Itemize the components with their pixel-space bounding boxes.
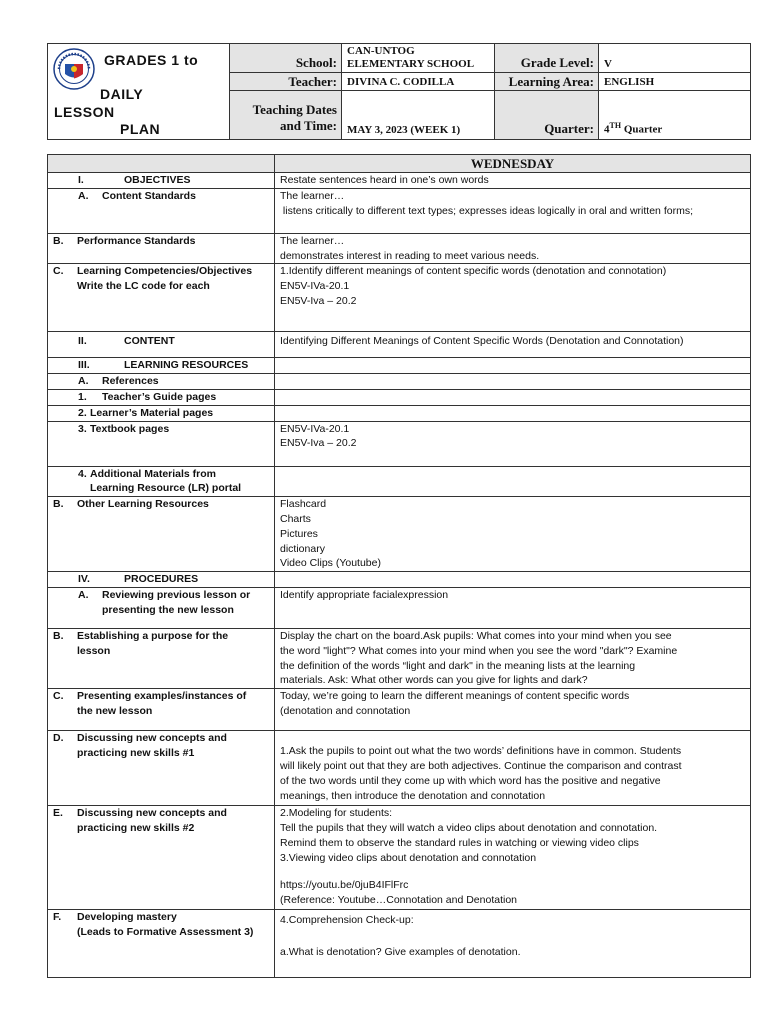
proc-a-num: A. bbox=[78, 588, 89, 601]
additional-materials-cell bbox=[275, 466, 751, 497]
quarter-word: Quarter bbox=[621, 124, 663, 136]
references-cell bbox=[275, 374, 751, 390]
lm-pages-num: 2. bbox=[78, 406, 87, 419]
quarter-number: 4 bbox=[604, 124, 610, 136]
day-header-row bbox=[48, 155, 751, 173]
tg-pages-num: 1. bbox=[78, 390, 87, 403]
proc-d-line-1: 1.Ask the pupils to point out what the two words’ definitions have in common. Students bbox=[280, 745, 682, 758]
references-label bbox=[48, 374, 275, 390]
proc-c-line-1: Today, we’re going to learn the different meanings of content specific words bbox=[280, 690, 630, 703]
tg-pages-label bbox=[48, 389, 275, 405]
other-resources-title: Other Learning Resources bbox=[77, 498, 209, 511]
proc-f-line-2: a.What is denotation? Give examples of denotation. bbox=[280, 945, 521, 958]
other-resources-list bbox=[275, 497, 751, 572]
proc-d-line-4: meanings, then introduce the denotation and connotation bbox=[280, 789, 546, 802]
resource-item: Video Clips (Youtube) bbox=[280, 557, 381, 570]
proc-b-text bbox=[275, 628, 751, 688]
resource-item: Flashcard bbox=[280, 498, 327, 511]
other-resources-num: B. bbox=[53, 498, 64, 511]
proc-c-num: C. bbox=[53, 690, 64, 703]
proc-e-reference: (Reference: Youtube…Connotation and Denotation bbox=[280, 894, 518, 907]
grade-label: Grade Level: bbox=[495, 44, 599, 73]
additional-materials-num: 4. bbox=[78, 467, 87, 480]
proc-b-line-3: the definition of the words “light and dark" in the meaning lists at the learning bbox=[280, 659, 636, 672]
content-title: CONTENT bbox=[124, 335, 175, 348]
deped-seal-icon bbox=[53, 48, 95, 90]
grade-value: V bbox=[599, 44, 751, 73]
learning-resources-title: LEARNING RESOURCES bbox=[124, 359, 249, 372]
textbook-title: Textbook pages bbox=[90, 422, 170, 435]
performance-standards-line-1: The learner… bbox=[280, 234, 345, 247]
proc-b-line-4: materials. Ask: What other words can you give for lights and dark? bbox=[280, 674, 588, 687]
quarter-value bbox=[599, 91, 751, 140]
additional-materials-label bbox=[48, 466, 275, 497]
proc-f-label bbox=[48, 910, 275, 978]
teacher-value: DIVINA C. CODILLA bbox=[342, 73, 495, 91]
competencies-line-1: 1.Identify different meanings of content specific words (denotation and connotation) bbox=[280, 265, 667, 278]
proc-c-subtitle: the new lesson bbox=[77, 704, 153, 717]
proc-c-row bbox=[48, 689, 751, 731]
area-label: Learning Area: bbox=[495, 73, 599, 91]
competencies-label bbox=[48, 264, 275, 332]
dates-label-line-1: Teaching Dates bbox=[252, 102, 337, 117]
content-row bbox=[48, 332, 751, 358]
objectives-title: OBJECTIVES bbox=[124, 174, 191, 186]
day-header: WEDNESDAY bbox=[275, 155, 751, 173]
proc-b-line-2: the word "light"? What comes into your mind when you see the word "dark"? Examine bbox=[280, 644, 678, 657]
dates-label bbox=[230, 91, 342, 140]
lesson-plan-table bbox=[47, 154, 751, 978]
tg-pages-row bbox=[48, 389, 751, 405]
additional-materials-subtitle: Learning Resource (LR) portal bbox=[90, 482, 242, 495]
competencies-code-2: EN5V-Iva – 20.2 bbox=[280, 294, 357, 307]
content-standards-row bbox=[48, 188, 751, 233]
school-value: CAN-UNTOG ELEMENTARY SCHOOL bbox=[342, 44, 495, 73]
performance-standards-title: Performance Standards bbox=[77, 234, 196, 247]
procedures-row bbox=[48, 572, 751, 588]
textbook-code-2: EN5V-Iva – 20.2 bbox=[280, 437, 357, 450]
content-standards-title: Content Standards bbox=[102, 189, 196, 202]
learning-resources-label bbox=[48, 358, 275, 374]
objectives-text: Restate sentences heard in one’s own words bbox=[275, 173, 751, 189]
lm-pages-title: Learner’s Material pages bbox=[90, 406, 214, 419]
competencies-subtitle: Write the LC code for each bbox=[77, 280, 210, 293]
additional-materials-row bbox=[48, 466, 751, 497]
proc-b-subtitle: lesson bbox=[77, 644, 111, 657]
proc-d-line-3: of the two words until they come up with which word has the positive and negative bbox=[280, 774, 661, 787]
references-title: References bbox=[102, 375, 159, 388]
proc-f-subtitle: (Leads to Formative Assessment 3) bbox=[77, 925, 254, 938]
teacher-label: Teacher: bbox=[230, 73, 342, 91]
area-value: ENGLISH bbox=[599, 73, 751, 91]
procedures-num: IV. bbox=[78, 573, 90, 586]
proc-e-line-4: 3.Viewing video clips about denotation and connotation bbox=[280, 851, 537, 864]
dates-value: MAY 3, 2023 (WEEK 1) bbox=[342, 91, 495, 140]
learning-resources-row bbox=[48, 358, 751, 374]
resource-item: Pictures bbox=[280, 527, 318, 540]
quarter-superscript: TH bbox=[609, 121, 622, 131]
proc-a-label bbox=[48, 587, 275, 628]
tg-pages-cell bbox=[275, 389, 751, 405]
content-standards-line-2: listens critically to different text types; expresses ideas logically in oral and written forms; bbox=[280, 204, 693, 217]
proc-e-subtitle: practicing new skills #2 bbox=[77, 821, 195, 834]
proc-a-subtitle: presenting the new lesson bbox=[102, 603, 234, 616]
proc-d-label bbox=[48, 731, 275, 806]
proc-d-row bbox=[48, 731, 751, 806]
references-row bbox=[48, 374, 751, 390]
competencies-code-1: EN5V-IVa-20.1 bbox=[280, 280, 350, 293]
proc-e-num: E. bbox=[53, 807, 63, 820]
proc-f-num: F. bbox=[53, 911, 62, 924]
proc-d-subtitle: practicing new skills #1 bbox=[77, 746, 195, 759]
proc-f-text bbox=[275, 910, 751, 978]
brand-cell bbox=[48, 44, 230, 140]
proc-e-row bbox=[48, 806, 751, 910]
other-resources-label bbox=[48, 497, 275, 572]
textbook-num: 3. bbox=[78, 422, 87, 435]
proc-b-row bbox=[48, 628, 751, 688]
proc-f-line-1: 4.Comprehension Check-up: bbox=[280, 914, 414, 927]
proc-b-title: Establishing a purpose for the bbox=[77, 629, 229, 642]
proc-b-line-1: Display the chart on the board.Ask pupils: What comes into your mind when you see bbox=[280, 629, 672, 642]
competencies-title: Learning Competencies/Objectives bbox=[77, 265, 253, 278]
content-standards-label bbox=[48, 188, 275, 233]
brand-line-3: LESSON bbox=[54, 104, 115, 120]
proc-d-num: D. bbox=[53, 732, 64, 745]
lm-pages-row bbox=[48, 405, 751, 421]
proc-a-row bbox=[48, 587, 751, 628]
proc-b-label bbox=[48, 628, 275, 688]
brand-line-4: PLAN bbox=[120, 121, 161, 137]
proc-e-label bbox=[48, 806, 275, 910]
objectives-num: I. bbox=[78, 174, 84, 186]
proc-e-line-1: 2.Modeling for students: bbox=[280, 807, 393, 820]
proc-b-num: B. bbox=[53, 629, 64, 642]
performance-standards-line-2: demonstrates interest in reading to meet various needs. bbox=[280, 249, 540, 262]
content-standards-line-1: The learner… bbox=[280, 189, 345, 202]
procedures-cell bbox=[275, 572, 751, 588]
dates-label-line-2: and Time: bbox=[280, 118, 337, 133]
proc-c-label bbox=[48, 689, 275, 731]
performance-standards-num: B. bbox=[53, 234, 64, 247]
textbook-label bbox=[48, 421, 275, 466]
content-text: Identifying Different Meanings of Content Specific Words (Denotation and Connotation) bbox=[275, 332, 751, 358]
proc-e-line-3: Remind them to observe the standard rules in watching or viewing video clips bbox=[280, 836, 639, 849]
video-link[interactable]: https://youtu.be/0juB4IFlFrc bbox=[280, 879, 409, 892]
proc-c-text bbox=[275, 689, 751, 731]
resource-item: Charts bbox=[280, 512, 311, 525]
proc-d-line-2: will likely point out that they are both adjectives. Continue the comparison and contrast bbox=[280, 759, 682, 772]
content-label bbox=[48, 332, 275, 358]
proc-e-line-2: Tell the pupils that they will watch a video clips about denotation and connotation. bbox=[280, 821, 658, 834]
header-table bbox=[47, 43, 751, 140]
performance-standards-label bbox=[48, 233, 275, 264]
brand-line-1: GRADES 1 to bbox=[104, 52, 199, 68]
proc-c-line-2: (denotation and connotation bbox=[280, 704, 411, 717]
competencies-num: C. bbox=[53, 265, 64, 278]
proc-f-title: Developing mastery bbox=[77, 911, 177, 924]
learning-resources-num: III. bbox=[78, 359, 90, 372]
performance-standards-text bbox=[275, 233, 751, 264]
tg-pages-title: Teacher’s Guide pages bbox=[102, 390, 217, 403]
day-header-blank bbox=[48, 155, 275, 173]
objectives-row bbox=[48, 173, 751, 189]
proc-a-title: Reviewing previous lesson or bbox=[102, 588, 251, 601]
additional-materials-title: Additional Materials from bbox=[90, 467, 217, 480]
textbook-code-1: EN5V-IVa-20.1 bbox=[280, 422, 350, 435]
references-num: A. bbox=[78, 375, 89, 388]
content-num: II. bbox=[78, 335, 87, 348]
proc-d-text bbox=[275, 731, 751, 806]
proc-d-title: Discussing new concepts and bbox=[77, 732, 227, 745]
competencies-row bbox=[48, 264, 751, 332]
proc-f-row bbox=[48, 910, 751, 978]
learning-resources-cell bbox=[275, 358, 751, 374]
resource-item: dictionary bbox=[280, 542, 325, 555]
proc-a-text: Identify appropriate facialexpression bbox=[275, 587, 751, 628]
school-label: School: bbox=[230, 44, 342, 73]
quarter-label: Quarter: bbox=[495, 91, 599, 140]
proc-e-text bbox=[275, 806, 751, 910]
objectives-label bbox=[48, 173, 275, 189]
brand-line-2: DAILY bbox=[100, 86, 144, 102]
proc-e-title: Discussing new concepts and bbox=[77, 807, 227, 820]
proc-c-title: Presenting examples/instances of bbox=[77, 690, 247, 703]
textbook-row bbox=[48, 421, 751, 466]
lm-pages-label bbox=[48, 405, 275, 421]
procedures-label bbox=[48, 572, 275, 588]
other-resources-row bbox=[48, 497, 751, 572]
textbook-text bbox=[275, 421, 751, 466]
procedures-title: PROCEDURES bbox=[124, 573, 199, 586]
competencies-text bbox=[275, 264, 751, 332]
performance-standards-row bbox=[48, 233, 751, 264]
lm-pages-cell bbox=[275, 405, 751, 421]
content-standards-num: A. bbox=[78, 189, 89, 202]
content-standards-text bbox=[275, 188, 751, 233]
